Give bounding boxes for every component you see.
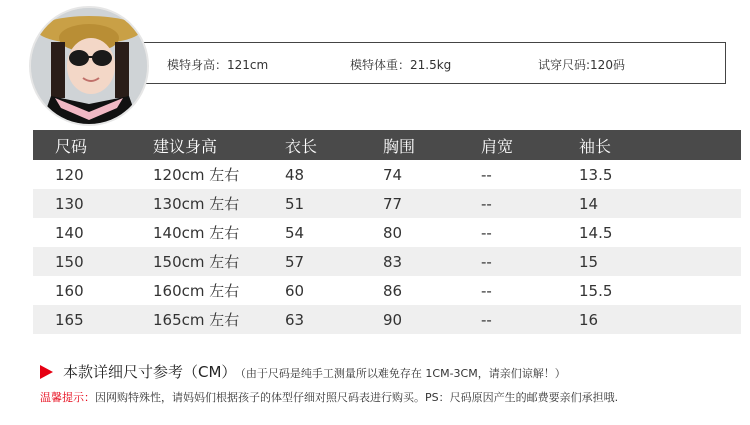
cell-size: 130 [33,189,131,218]
cell-sleeve: 14.5 [579,223,613,242]
model-photo-illustration [31,8,147,124]
cell-chest: 77 [361,189,459,218]
cell-height: 165cm 左右 [131,305,263,334]
size-note-title: 本款详细尺寸参考（CM） [63,363,237,381]
cell-shoulder: -- [459,247,557,276]
cell-chest: 86 [383,281,403,300]
table-row [33,218,741,247]
cell-size: 120 [55,165,84,184]
header-length: 衣长 [263,130,361,160]
table-row [33,189,741,218]
play-arrow-icon [40,365,53,379]
cell-size: 140 [55,223,84,242]
cell-length: 63 [263,305,361,334]
cell-height: 160cm 左右 [153,282,240,300]
table-row [33,305,741,334]
cell-sleeve: 15 [557,247,741,276]
cell-height: 130cm 左右 [131,189,263,218]
cell-shoulder: -- [481,223,492,242]
size-chart-table [33,130,741,334]
model-height: 模特身高：121cm [167,58,269,72]
cell-length: 48 [285,165,305,184]
cell-chest: 74 [383,165,403,184]
cell-length: 51 [263,189,361,218]
cell-shoulder: -- [481,281,492,300]
model-info-box [96,42,726,84]
table-row [33,276,741,305]
cell-chest: 83 [361,247,459,276]
model-photo [29,6,149,126]
cell-sleeve: 15.5 [579,281,613,300]
cell-shoulder: -- [459,305,557,334]
cell-chest: 80 [383,223,403,242]
cell-sleeve: 14 [557,189,741,218]
table-row [33,247,741,276]
cell-chest: 90 [361,305,459,334]
header-sleeve: 袖长 [557,130,741,160]
cell-shoulder: -- [481,165,492,184]
size-note [40,361,566,382]
model-tried-size: 试穿尺码:120码 [538,58,625,72]
cell-sleeve: 16 [557,305,741,334]
header-shoulder: 肩宽 [459,130,557,160]
model-weight: 模特体重：21.5kg [350,58,452,72]
warm-tip [40,389,618,405]
warm-tip-label: 温馨提示： [40,391,95,404]
cell-size: 150 [33,247,131,276]
header-size: 尺码 [33,130,131,160]
size-note-disclaimer: （由于尺码是纯手工测量所以难免存在 1CM-3CM，请亲们谅解！） [240,367,566,380]
cell-height: 140cm 左右 [153,224,240,242]
header-suggested-height: 建议身高 [131,130,263,160]
cell-sleeve: 13.5 [579,165,613,184]
table-header-row [33,130,741,160]
cell-length: 57 [263,247,361,276]
table-row [33,160,741,189]
cell-height: 120cm 左右 [153,166,240,184]
header-chest: 胸围 [361,130,459,160]
cell-size: 165 [33,305,131,334]
cell-height: 150cm 左右 [131,247,263,276]
cell-length: 60 [285,281,305,300]
cell-shoulder: -- [459,189,557,218]
cell-length: 54 [285,223,305,242]
cell-size: 160 [55,281,84,300]
warm-tip-text: 因网购特殊性，请妈妈们根据孩子的体型仔细对照尺码表进行购买。PS：尺码原因产生的邮费要亲们承担哦. [95,391,619,404]
